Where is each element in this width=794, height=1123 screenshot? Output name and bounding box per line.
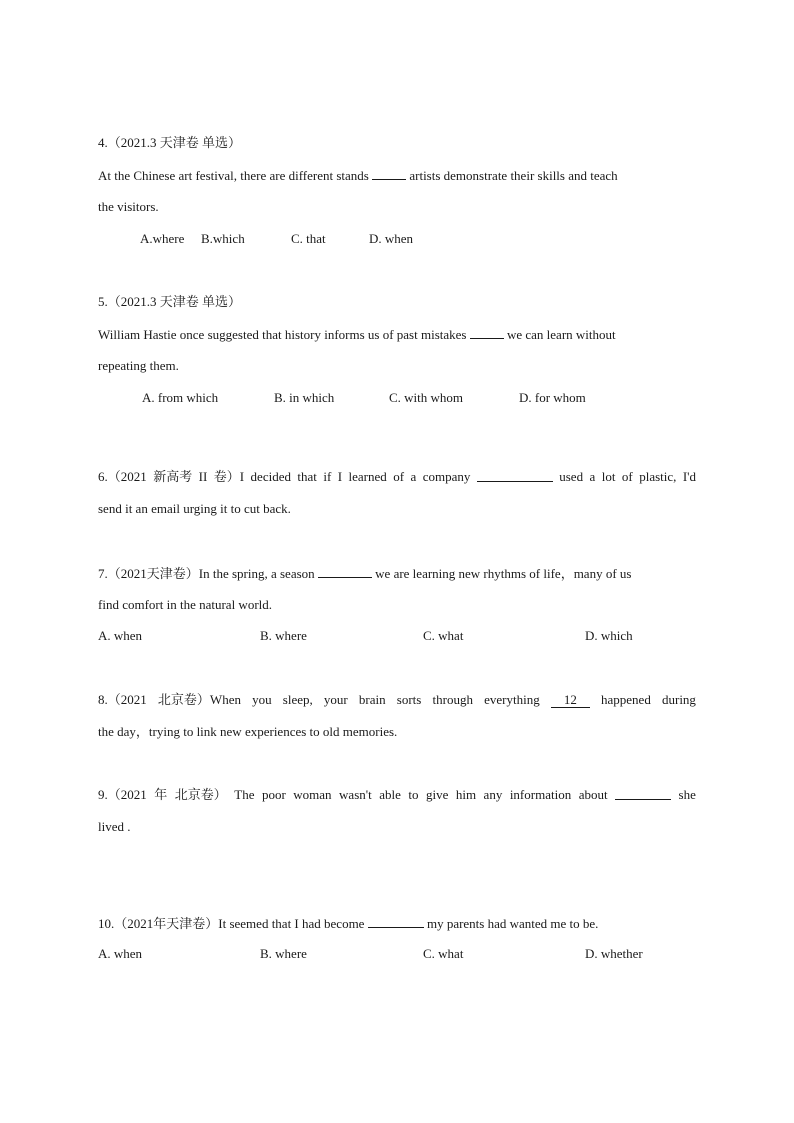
- q4-stem-line1: [98, 167, 618, 183]
- q5-option-d: D. for whom: [519, 390, 586, 405]
- q7-stem-line1: [98, 565, 631, 581]
- q6-word: I: [337, 469, 343, 484]
- q6-stem-line2: send it an email urging it to cut back.: [98, 501, 291, 516]
- q9-word: 9.（2021: [98, 787, 147, 802]
- q7-blank: [318, 565, 372, 578]
- q10-stem-line1: [98, 915, 598, 931]
- q7-header: 7.（2021天津卷）: [98, 566, 199, 581]
- q10-option-a: A. when: [98, 946, 143, 961]
- q4-stem-line2: the visitors.: [98, 199, 159, 214]
- q6-word: plastic,: [639, 469, 677, 484]
- q6-word: 6.（2021: [98, 469, 147, 484]
- q9-stem-line2: lived .: [98, 819, 131, 834]
- q8-word: sorts: [396, 692, 422, 707]
- q8-word: 北京卷）When: [157, 692, 241, 707]
- q6-word: a: [410, 469, 417, 484]
- q8-word: sleep,: [282, 692, 313, 707]
- q10-stem-before: It seemed that I had become: [218, 916, 368, 931]
- q6-word: learned: [348, 469, 387, 484]
- q9-word: any: [483, 787, 503, 802]
- q5-option-a: A. from which: [142, 390, 219, 405]
- q8-word: 8.（2021: [98, 692, 147, 707]
- q7-option-c: C. what: [423, 628, 464, 643]
- q9-word: 年: [154, 787, 168, 802]
- q6-stem-line1: [98, 469, 696, 485]
- q8-blank-number-text: 12: [563, 692, 577, 707]
- q4-stem-after: artists demonstrate their skills and teach: [406, 168, 618, 183]
- q10-option-b: B. where: [260, 946, 307, 961]
- q6-word: II: [198, 469, 208, 484]
- q9-word: about: [578, 787, 608, 802]
- q5-header: 5.（2021.3 天津卷 单选）: [98, 294, 242, 309]
- q6-word: that: [297, 469, 317, 484]
- q10-header: 10.（2021年天津卷）: [98, 916, 219, 931]
- q9-word: him: [455, 787, 477, 802]
- q8-stem-line2: the day，trying to link new experiences to old memories.: [98, 724, 398, 739]
- q9-word: The: [234, 787, 255, 802]
- q8-word: happened: [601, 692, 651, 707]
- q8-word: during: [661, 692, 696, 707]
- q10-option-d: D. whether: [585, 946, 643, 961]
- q5-blank: [470, 326, 504, 339]
- q9-word: to: [408, 787, 419, 802]
- q6-word: I'd: [682, 469, 696, 484]
- q8-word: everything: [484, 692, 540, 707]
- q6-word: 卷）I: [213, 469, 245, 484]
- q6-word: of: [393, 469, 405, 484]
- q8-word: through: [432, 692, 473, 707]
- q4-blank: [372, 167, 406, 180]
- q5-stem-line1: [98, 326, 616, 342]
- q7-option-b: B. where: [260, 628, 307, 643]
- q9-word: give: [425, 787, 449, 802]
- q9-word: woman: [293, 787, 332, 802]
- q9-word: she: [678, 787, 696, 802]
- q6-word: 新高考: [153, 469, 193, 484]
- q9-word: information: [509, 787, 572, 802]
- q4-option-b: B.which: [201, 231, 245, 246]
- q9-word: 北京卷）: [174, 787, 227, 802]
- q6-word: decided: [250, 469, 291, 484]
- q8-blank-number: [551, 692, 590, 708]
- q6-word: of: [621, 469, 633, 484]
- q5-stem-after: we can learn without: [503, 327, 616, 342]
- q8-word: your: [323, 692, 348, 707]
- q9-blank: [615, 787, 671, 800]
- q4-option-c: C. that: [291, 231, 326, 246]
- q5-stem-line2: repeating them.: [98, 358, 179, 373]
- q7-stem-before: In the spring, a season: [198, 566, 318, 581]
- q7-stem-after: we are learning new rhythms of life，many of us: [371, 566, 632, 581]
- q5-option-c: C. with whom: [389, 390, 464, 405]
- q9-stem-line1: [98, 787, 696, 803]
- q4-stem-before: At the Chinese art festival, there are different stands: [98, 168, 373, 183]
- q10-blank: [368, 915, 424, 928]
- q6-blank: [477, 469, 553, 482]
- q7-stem-line2: find comfort in the natural world.: [98, 597, 273, 612]
- q8-word: brain: [358, 692, 386, 707]
- q6-word: if: [323, 469, 332, 484]
- q8-stem-line1: [98, 692, 696, 708]
- q4-option-a: A.where: [140, 231, 185, 246]
- q6-word: lot: [601, 469, 616, 484]
- q6-word: company: [422, 469, 471, 484]
- q5-stem-before: William Hastie once suggested that history informs us of past mistakes: [98, 327, 470, 342]
- q7-option-d: D. which: [585, 628, 633, 643]
- q9-word: able: [379, 787, 401, 802]
- q9-word: wasn't: [339, 787, 372, 802]
- q8-word: you: [252, 692, 272, 707]
- q4-option-d: D. when: [369, 231, 414, 246]
- q5-option-b: B. in which: [274, 390, 335, 405]
- q7-option-a: A. when: [98, 628, 143, 643]
- q9-word: poor: [261, 787, 286, 802]
- q10-option-c: C. what: [423, 946, 464, 961]
- q10-stem-after: my parents had wanted me to be.: [423, 916, 599, 931]
- q6-word: a: [589, 469, 596, 484]
- q6-word: used: [559, 469, 584, 484]
- q4-header: 4.（2021.3 天津卷 单选）: [98, 135, 242, 150]
